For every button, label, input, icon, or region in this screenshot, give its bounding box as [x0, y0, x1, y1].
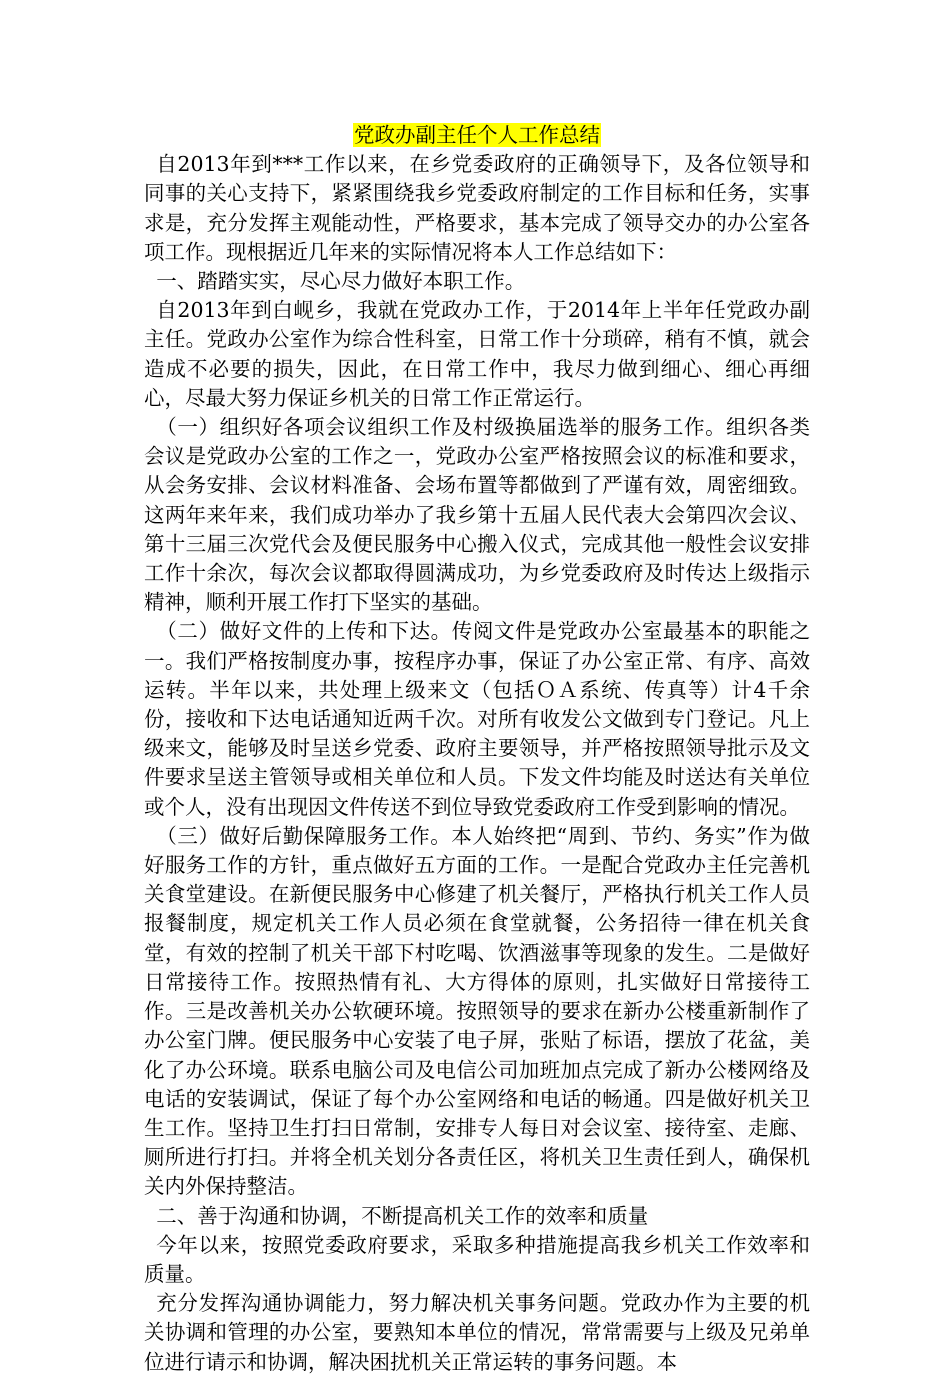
document-title: 党政办副主任个人工作总结 — [354, 123, 600, 147]
paragraph-efficiency: 今年以来，按照党委政府要求，采取多种措施提高我乡机关工作效率和质量。 — [144, 1232, 810, 1286]
section-heading-1: 一、踏踏实实，尽心尽力做好本职工作。 — [156, 269, 526, 294]
paragraph-logistics: （三）做好后勤保障服务工作。本人始终把“周到、节约、务实”作为做好服务工作的方针，重点做好五方面的工作。一是配合党政办主任完善机关食堂建设。在新便民服务中心修建了机关餐厅，严格执行机关工作人员报餐制度，规定机关工作人员必须在食堂就餐，公务招待一律在机关食堂，有效的控制了机关干部下村吃喝、饮酒滋事等现象的发生。二是做好日常接待工作。按照热情有礼、大方得体的原则，扎实做好日常接待工作。三是改善机关办公软硬环境。按照领导的要求在新办公楼重新制作了办公室门牌。便民服务中心安装了电子屏，张贴了标语，摆放了花盆，美化了办公环境。联系电脑公司及电信公司加班加点完成了新办公楼网络及电话的安装调试，保证了每个办公室网络和电话的畅通。四是做好机关卫生工作。坚持卫生打扫日常制，安排专人每日对会议室、接待室、走廊、厕所进行打扫。并将全机关划分各责任区，将机关卫生责任到人，确保机关内外保持整洁。 — [144, 823, 810, 1199]
document-page — [144, 121, 810, 1377]
paragraph-duty: 自2013年到白岘乡，我就在党政办工作，于2014年上半年任党政办副主任。党政办公室作为综合性科室，日常工作十分琐碎，稍有不慎，就会造成不必要的损失，因此，在日常工作中，我尽力做到细心、细心再细心，尽最大努力保证乡机关的日常工作正常运行。 — [144, 298, 810, 410]
document-title-line — [144, 121, 810, 150]
paragraph-meetings: （一）组织好各项会议组织工作及村级换届选举的服务工作。组织各类会议是党政办公室的工作之一，党政办公室严格按照会议的标准和要求，从会务安排、会议材料准备、会场布置等都做到了严谨有效，周密细致。这两年来年来，我们成功举办了我乡第十五届人民代表大会第四次会议、第十三届三次党代会及便民服务中心搬入仪式，完成其他一般性会议安排工作十余次，每次会议都取得圆满成功，为乡党委政府及时传达上级指示精神，顺利开展工作打下坚实的基础。 — [144, 415, 810, 615]
section-heading-2: 二、善于沟通和协调，不断提高机关工作的效率和质量 — [156, 1203, 649, 1228]
paragraph-documents: （二）做好文件的上传和下达。传阅文件是党政办公室最基本的职能之一。我们严格按制度办事，按程序办事，保证了办公室正常、有序、高效运转。半年以来，共处理上级来文（包括ＯＡ系统、传真等）计4千余份，接收和下达电话通知近两千次。对所有收发公文做到专门登记。凡上级来文，能够及时呈送乡党委、政府主要领导，并严格按照领导批示及文件要求呈送主管领导或相关单位和人员。下发文件均能及时送达有关单位或个人，没有出现因文件传送不到位导致党委政府工作受到影响的情况。 — [144, 619, 810, 819]
paragraph-coordination: 充分发挥沟通协调能力，努力解决机关事务问题。党政办作为主要的机关协调和管理的办公室，要熟知本单位的情况，常常需要与上级及兄弟单位进行请示和协调，解决困扰机关正常运转的事务问题。本 — [144, 1291, 810, 1374]
paragraph-intro: 自2013年到***工作以来，在乡党委政府的正确领导下，及各位领导和同事的关心支持下，紧紧围绕我乡党委政府制定的工作目标和任务，实事求是，充分发挥主观能动性，严格要求，基本完成了领导交办的办公室各项工作。现根据近几年来的实际情况将本人工作总结如下： — [144, 152, 810, 264]
